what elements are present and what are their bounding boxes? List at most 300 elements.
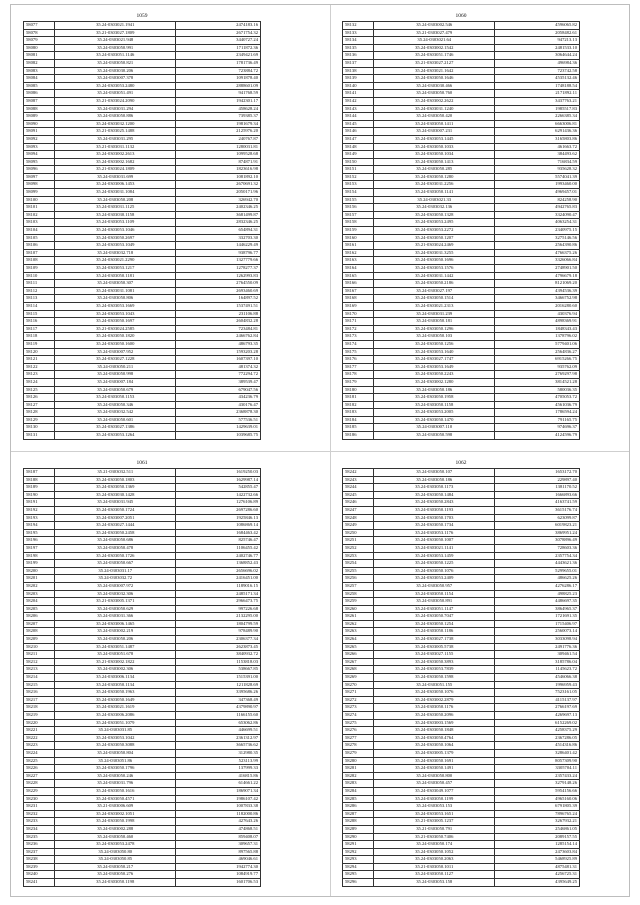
table-row [24, 166, 261, 174]
row-number-cell: 58205 [24, 605, 55, 613]
cadastral-number-cell: 35.24-0303053.1043 [55, 310, 176, 318]
value-cell: 1145623.72 [495, 666, 580, 674]
row-number-cell: 58111 [24, 280, 55, 288]
value-cell: 1091878.40 [176, 75, 261, 83]
row-number-cell: 58241 [24, 879, 55, 887]
cadastral-number-cell: 35.24-0303050.629 [55, 605, 176, 613]
document-sheet [10, 4, 630, 897]
registry-table [342, 468, 580, 887]
value-cell: 791165.75 [495, 416, 580, 424]
table-row [343, 749, 580, 757]
cadastral-number-cell: 35.24-0303050.1598 [374, 674, 495, 682]
row-number-cell: 58174 [343, 340, 374, 348]
table-row [343, 272, 580, 280]
value-cell: 4115137.97 [495, 696, 580, 704]
value-cell: 3286401.42 [495, 749, 580, 757]
cadastral-number-cell: 35.24-0303050.460 [55, 833, 176, 841]
cadastral-number-cell: 35.24-0303050.107 [374, 469, 495, 477]
cadastral-number-cell: 35.24-0303050.2063 [374, 856, 495, 864]
cadastral-number-cell: 35.24-0303050.346 [55, 401, 176, 409]
table-row [343, 810, 580, 818]
table-row [24, 636, 261, 644]
value-cell: 2564836.27 [495, 348, 580, 356]
table-row [24, 105, 261, 113]
row-number-cell: 58128 [24, 409, 55, 417]
value-cell: 4942765.83 [495, 204, 580, 212]
table-row [24, 97, 261, 105]
table-row [343, 280, 580, 288]
row-number-cell: 58247 [343, 506, 374, 514]
cadastral-number-cell: 35.24-0303050.181 [374, 318, 495, 326]
row-number-cell: 58237 [24, 848, 55, 856]
cadastral-number-cell: 35.24-0303032.306 [55, 590, 176, 598]
table-row [24, 44, 261, 52]
value-cell: 1189016.15 [176, 582, 261, 590]
cadastral-number-cell: 35.24-0303050.804 [55, 749, 176, 757]
table-row [343, 529, 580, 537]
value-cell: 3185786.04 [495, 658, 580, 666]
table-row [343, 295, 580, 303]
cadastral-number-cell: 35.24-0303006.1465 [55, 620, 176, 628]
row-number-cell: 58117 [24, 325, 55, 333]
cadastral-number-cell: 35.24-0303050.246 [55, 772, 176, 780]
value-cell: 2670691.32 [176, 181, 261, 189]
value-cell: 825746.47 [176, 537, 261, 545]
table-row [343, 787, 580, 795]
cadastral-number-cell: 35.24-0303007.2051 [55, 514, 176, 522]
row-number-cell: 58202 [24, 582, 55, 590]
cadastral-number-cell: 35.24-0303050.3088 [55, 742, 176, 750]
row-number-cell: 58209 [24, 636, 55, 644]
cadastral-number-cell: 35.24-0303050.307 [55, 280, 176, 288]
cadastral-number-cell: 35.24-0303030.1158 [55, 211, 176, 219]
cadastral-number-cell: 35.24-0303030.1428 [55, 491, 176, 499]
cadastral-number-cell: 35.24-0303050.457 [374, 780, 495, 788]
cadastral-number-cell: 35.24-0303050.2096 [374, 712, 495, 720]
row-number-cell: 58137 [343, 59, 374, 67]
value-cell: 2016280.60 [495, 302, 580, 310]
row-number-cell: 58122 [24, 363, 55, 371]
table-row [343, 628, 580, 636]
row-number-cell: 58250 [343, 529, 374, 537]
row-number-cell: 58154 [343, 189, 374, 197]
table-row [343, 363, 580, 371]
table-row [343, 484, 580, 492]
row-number-cell: 58129 [24, 416, 55, 424]
cadastral-number-cell: 35.21-0303002.1822 [55, 658, 176, 666]
row-number-cell: 58182 [343, 401, 374, 409]
cadastral-number-cell: 35.24-0303050.7047 [374, 613, 495, 621]
cadastral-number-cell: 35.24-0303053.158 [374, 879, 495, 887]
table-row [24, 605, 261, 613]
value-cell: 4256725.31 [495, 871, 580, 879]
cadastral-number-cell: 35.24-0303007.972 [55, 582, 176, 590]
cadastral-number-cell: 35.24-0303050.2458 [55, 529, 176, 537]
table-row [24, 386, 261, 394]
cadastral-number-cell: 35.24-0303050.886 [55, 113, 176, 121]
table-row [24, 871, 261, 879]
cadastral-number-cell: 35.24-0303050.1646 [374, 75, 495, 83]
table-row [24, 189, 261, 197]
value-cell: 2466762.84 [176, 333, 261, 341]
cadastral-number-cell: 35.24-0303050.217 [55, 863, 176, 871]
row-number-cell: 58265 [343, 643, 374, 651]
table-row [24, 143, 261, 151]
row-number-cell: 58155 [343, 196, 374, 204]
table-row [24, 151, 261, 159]
value-cell: 2769297.98 [495, 371, 580, 379]
row-number-cell: 58292 [343, 848, 374, 856]
table-row [24, 537, 261, 545]
cadastral-number-cell: 35.24-0303031.3255 [374, 249, 495, 257]
row-number-cell: 58092 [24, 135, 55, 143]
value-cell: 2546861.05 [495, 825, 580, 833]
row-number-cell: 58255 [343, 567, 374, 575]
cadastral-number-cell: 35.24-0303050.85 [55, 856, 176, 864]
table-row [343, 371, 580, 379]
table-row [343, 727, 580, 735]
table-row [24, 757, 261, 765]
table-row [24, 491, 261, 499]
table-row [24, 499, 261, 507]
row-number-cell: 58192 [24, 506, 55, 514]
row-number-cell: 58218 [24, 704, 55, 712]
value-cell: 229897.40 [495, 476, 580, 484]
cadastral-number-cell: 35.24-0303053.2478 [55, 841, 176, 849]
value-cell: 935762.09 [495, 363, 580, 371]
cadastral-number-cell: 35.24-0303053.1046 [55, 227, 176, 235]
table-row [343, 803, 580, 811]
cadastral-number-cell: 35.24-0303053.1264 [55, 432, 176, 440]
row-number-cell: 58164 [343, 265, 374, 273]
value-cell: 2306377.34 [176, 636, 261, 644]
value-cell: 4269697.13 [495, 712, 580, 720]
table-row [343, 82, 580, 90]
value-cell: 3395686.26 [176, 689, 261, 697]
row-number-cell: 58206 [24, 613, 55, 621]
row-number-cell: 58245 [343, 491, 374, 499]
table-row [343, 560, 580, 568]
row-number-cell: 58190 [24, 491, 55, 499]
value-cell: 2357433.24 [495, 772, 580, 780]
table-row [343, 879, 580, 887]
value-cell: 312980.35 [176, 749, 261, 757]
cadastral-number-cell: 35.21-0303024.2585 [55, 325, 176, 333]
table-row [24, 727, 261, 735]
cadastral-number-cell: 35.24-0303031.796 [55, 780, 176, 788]
row-number-cell: 58267 [343, 658, 374, 666]
row-number-cell: 58195 [24, 529, 55, 537]
table-row [24, 75, 261, 83]
table-row [343, 52, 580, 60]
value-cell: 137999.33 [176, 765, 261, 773]
row-number-cell: 58088 [24, 105, 55, 113]
row-number-cell: 58152 [343, 173, 374, 181]
value-cell: 4875481.31 [495, 863, 580, 871]
value-cell: 2125976.20 [176, 128, 261, 136]
value-cell: 2888601.09 [176, 82, 261, 90]
cadastral-number-cell: 35.24-0303050.1958 [374, 394, 495, 402]
value-cell: 4535132.46 [495, 75, 580, 83]
cadastral-number-cell: 35.24-0303050.1616 [55, 787, 176, 795]
row-number-cell: 58107 [24, 249, 55, 257]
table-row [343, 234, 580, 242]
row-number-cell: 58170 [343, 310, 374, 318]
table-row [24, 59, 261, 67]
value-cell: 859408.07 [176, 833, 261, 841]
cadastral-number-cell: 35.24-0303050.1176 [374, 704, 495, 712]
value-cell: 716834.59 [495, 158, 580, 166]
value-cell: 1942301.17 [176, 97, 261, 105]
cadastral-number-cell: 35.24-0303021.1619 [55, 704, 176, 712]
cadastral-number-cell: 35.24-0303051.86 [55, 757, 176, 765]
page-block-1061 [23, 458, 261, 887]
table-row [24, 749, 261, 757]
cadastral-number-cell: 35.21-0303024.1809 [55, 166, 176, 174]
cadastral-number-cell: 35.24-0303050.478 [55, 544, 176, 552]
cadastral-number-cell: 35.24-0303050.1691 [374, 757, 495, 765]
value-cell: 3279148.26 [495, 780, 580, 788]
value-cell: 384493.62 [495, 151, 580, 159]
cadastral-number-cell: 35.24-0303050.957 [374, 582, 495, 590]
cadastral-number-cell: 35.24-0303030.466 [374, 82, 495, 90]
value-cell: 4379890.97 [176, 704, 261, 712]
cadastral-number-cell: 35.24-0303051.1079 [55, 719, 176, 727]
value-cell: 1446229.49 [176, 242, 261, 250]
table-row [343, 712, 580, 720]
table-row [343, 514, 580, 522]
cadastral-number-cell: 35.24-0303050.891 [374, 598, 495, 606]
row-number-cell: 58191 [24, 499, 55, 507]
cadastral-number-cell: 35.24-0303050.80 [55, 848, 176, 856]
row-number-cell: 58142 [343, 97, 374, 105]
value-cell: 1081892.10 [176, 173, 261, 181]
table-row [24, 272, 261, 280]
cadastral-number-cell: 35.24-0303027.1444 [55, 522, 176, 530]
table-row [24, 295, 261, 303]
row-number-cell: 58257 [343, 582, 374, 590]
table-row [343, 394, 580, 402]
value-cell: 231106.88 [176, 310, 261, 318]
value-cell: 2473603.84 [495, 848, 580, 856]
value-cell: 2560073.14 [495, 628, 580, 636]
cadastral-number-cell: 35.24-0303050.998 [55, 371, 176, 379]
value-cell: 2361312.97 [176, 734, 261, 742]
value-cell: 1153818.03 [176, 658, 261, 666]
row-number-cell: 58214 [24, 674, 55, 682]
value-cell: 7896765.24 [495, 810, 580, 818]
row-number-cell: 58277 [343, 734, 374, 742]
value-cell: 309657.31 [176, 841, 261, 849]
row-number-cell: 58120 [24, 348, 55, 356]
cadastral-number-cell: 35.24-0303050.991 [55, 44, 176, 52]
value-cell: 326942.70 [176, 196, 261, 204]
value-cell: 1619250.03 [176, 469, 261, 477]
page-number: 1061 [136, 460, 148, 466]
table-row [343, 302, 580, 310]
row-number-cell: 58199 [24, 560, 55, 568]
row-number-cell: 58295 [343, 871, 374, 879]
row-number-cell: 58253 [343, 552, 374, 560]
page-number: 1060 [455, 13, 467, 19]
value-cell: 1993460.00 [495, 181, 580, 189]
cadastral-number-cell: 35.24-0303050.1052 [374, 848, 495, 856]
value-cell: 2349421.69 [176, 52, 261, 60]
value-cell: 1262993.83 [176, 272, 261, 280]
value-cell: 2832346.25 [176, 219, 261, 227]
cadastral-number-cell: 35.24-0303050.1154 [374, 590, 495, 598]
cadastral-number-cell: 35.24-0303053.7839 [374, 666, 495, 674]
table-row [24, 681, 261, 689]
cadastral-number-cell: 35.24-0303053.2495 [374, 219, 495, 227]
cadastral-number-cell: 35.24-0303050.1134 [55, 681, 176, 689]
cadastral-number-cell: 35.24-0303031.295 [55, 135, 176, 143]
value-cell: 430376.94 [495, 310, 580, 318]
value-cell: 4395649.25 [495, 879, 580, 887]
cadastral-number-cell: 35.21-0303006.609 [55, 803, 176, 811]
registry-table [342, 21, 580, 440]
row-number-cell: 58185 [343, 424, 374, 432]
row-number-cell: 58203 [24, 590, 55, 598]
table-row [24, 620, 261, 628]
cadastral-number-cell: 35.24-0303050.760 [374, 90, 495, 98]
row-number-cell: 58279 [343, 749, 374, 757]
table-row [24, 348, 261, 356]
cadastral-number-cell: 35.24-0303027.1228 [55, 356, 176, 364]
cadastral-number-cell: 35.24-0303002.288 [55, 825, 176, 833]
table-row [343, 318, 580, 326]
table-row [343, 325, 580, 333]
row-number-cell: 58181 [343, 394, 374, 402]
cadastral-number-cell: 35.24-0303050.1726 [55, 552, 176, 560]
cadastral-number-cell: 35.24-0303050.1280 [374, 173, 495, 181]
row-number-cell: 58125 [24, 386, 55, 394]
value-cell: 941768.59 [176, 90, 261, 98]
cadastral-number-cell: 35.24-0303031.1442 [374, 272, 495, 280]
cadastral-number-cell: 35.24-0303002.306 [55, 666, 176, 674]
row-number-cell: 58159 [343, 227, 374, 235]
table-row [343, 469, 580, 477]
cadastral-number-cell: 35.24-0303053.1042 [55, 734, 176, 742]
value-cell: 4561036.79 [495, 401, 580, 409]
table-row [24, 658, 261, 666]
value-cell: 1942774.30 [176, 863, 261, 871]
table-row [343, 120, 580, 128]
value-cell: 8057309.90 [495, 757, 580, 765]
cadastral-number-cell: 35.24-0303031.699 [55, 173, 176, 181]
cadastral-number-cell: 35.24-0303050.1141 [374, 189, 495, 197]
table-row [343, 173, 580, 181]
table-row [24, 666, 261, 674]
value-cell: 3033098.94 [495, 636, 580, 644]
value-cell: 935628.32 [495, 166, 580, 174]
row-number-cell: 58100 [24, 196, 55, 204]
cadastral-number-cell: 35.24-0303005.1379 [374, 749, 495, 757]
table-row [24, 67, 261, 75]
value-cell: 5779401.06 [495, 340, 580, 348]
cadastral-number-cell: 35.24-0303051.1146 [55, 52, 176, 60]
row-number-cell: 58141 [343, 90, 374, 98]
row-number-cell: 58123 [24, 371, 55, 379]
cadastral-number-cell: 35.24-0303050.1181 [55, 272, 176, 280]
row-number-cell: 58252 [343, 544, 374, 552]
value-cell: 3305704.11 [495, 765, 580, 773]
value-cell: 1106455.42 [176, 544, 261, 552]
cadastral-number-cell: 35.24-0303027.1386 [55, 424, 176, 432]
value-cell: 3665736.62 [176, 742, 261, 750]
cadastral-number-cell: 35.24-0303050.1998 [55, 818, 176, 826]
value-cell: 3326066.84 [495, 257, 580, 265]
cadastral-number-cell: 35.24-0303002.1542 [374, 44, 495, 52]
value-cell: 486625.26 [495, 575, 580, 583]
row-number-cell: 58176 [343, 356, 374, 364]
table-row [24, 371, 261, 379]
cadastral-number-cell: 35.24-0303027.197 [374, 287, 495, 295]
value-cell: 3437763.21 [495, 97, 580, 105]
value-cell: 6291436.36 [495, 128, 580, 136]
row-number-cell: 58081 [24, 52, 55, 60]
value-cell: 3275146.56 [495, 234, 580, 242]
table-row [24, 181, 261, 189]
table-row [343, 795, 580, 803]
value-cell: 739385.37 [176, 113, 261, 121]
table-row [24, 628, 261, 636]
table-row [24, 643, 261, 651]
table-row [343, 757, 580, 765]
value-cell: 1537491.51 [176, 302, 261, 310]
registry-table [23, 21, 261, 440]
page-number: 1062 [455, 460, 467, 466]
cadastral-number-cell: 35.21-0303050.7406 [374, 833, 495, 841]
value-cell: 2491776.36 [495, 643, 580, 651]
row-number-cell: 58193 [24, 514, 55, 522]
table-row [343, 113, 580, 121]
table-row [343, 310, 580, 318]
value-cell: 1823616.98 [176, 166, 261, 174]
table-row [24, 29, 261, 37]
table-row [24, 696, 261, 704]
cadastral-number-cell: 35.24-0303032.542 [55, 409, 176, 417]
table-row [24, 506, 261, 514]
table-row [343, 409, 580, 417]
value-cell: 1039685.75 [176, 432, 261, 440]
value-cell: 614661.22 [176, 780, 261, 788]
row-number-cell: 58166 [343, 280, 374, 288]
cadastral-number-cell: 35.24-0303050.2843 [374, 499, 495, 507]
cadastral-number-cell: 35.24-0303002.219 [55, 628, 176, 636]
cadastral-number-cell: 35.24-0303050.208 [55, 196, 176, 204]
table-row [24, 378, 261, 386]
cadastral-number-cell: 35.24-0303050.4571 [55, 795, 176, 803]
value-cell: 2266385.34 [495, 113, 580, 121]
value-cell: 623099.87 [495, 514, 580, 522]
table-row [343, 666, 580, 674]
value-cell: 4965160.06 [495, 795, 580, 803]
cadastral-number-cell: 35.24-0303050.598 [374, 432, 495, 440]
table-row [24, 356, 261, 364]
row-number-cell: 58089 [24, 113, 55, 121]
value-cell: 2766197.69 [495, 704, 580, 712]
cadastral-number-cell: 35.24-0303051.1487 [55, 643, 176, 651]
table-row [343, 582, 580, 590]
cadastral-number-cell: 35.24-0303006.1134 [55, 674, 176, 682]
row-number-cell: 58139 [343, 75, 374, 83]
cadastral-number-cell: 35.24-0303021.1941 [55, 22, 176, 30]
cadastral-number-cell: 35.24-0303050.1820 [55, 333, 176, 341]
value-cell: 772294.72 [176, 371, 261, 379]
row-number-cell: 58178 [343, 371, 374, 379]
row-number-cell: 58171 [343, 318, 374, 326]
